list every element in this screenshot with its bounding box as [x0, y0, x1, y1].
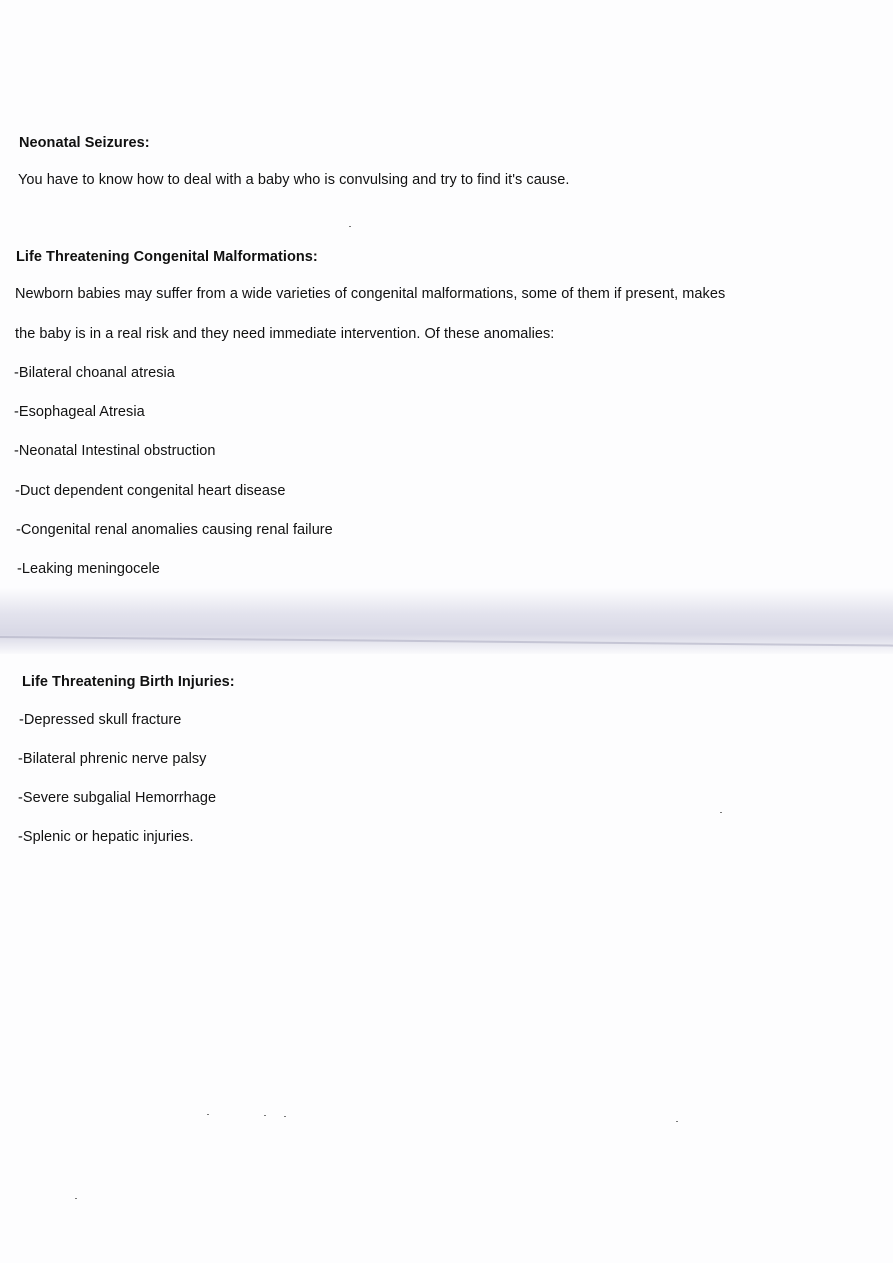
malformations-paragraph-line-2: the baby is in a real risk and they need immediate intervention. Of these anomalies:: [15, 326, 555, 342]
malformation-list-item: -Duct dependent congenital heart disease: [15, 483, 286, 499]
birth-injury-list-item: -Depressed skull fracture: [19, 712, 182, 728]
heading-congenital-malformations: Life Threatening Congenital Malformations:: [16, 249, 318, 265]
scan-speck: [264, 1115, 266, 1116]
malformation-list-item: -Leaking meningocele: [17, 561, 160, 577]
malformation-list-item: -Esophageal Atresia: [14, 404, 145, 420]
seizures-paragraph: You have to know how to deal with a baby who is convulsing and try to find it's cause.: [18, 172, 570, 188]
scan-speck: [676, 1121, 678, 1122]
scan-speck: [720, 812, 722, 813]
birth-injury-list-item: -Bilateral phrenic nerve palsy: [18, 751, 207, 767]
heading-birth-injuries: Life Threatening Birth Injuries:: [22, 674, 235, 690]
scan-speck: [75, 1198, 77, 1199]
scan-speck: [284, 1116, 286, 1117]
scan-speck: [349, 226, 351, 227]
malformation-list-item: -Bilateral choanal atresia: [14, 365, 175, 381]
birth-injury-list-item: -Severe subgalial Hemorrhage: [18, 790, 217, 806]
heading-neonatal-seizures: Neonatal Seizures:: [19, 135, 150, 151]
scan-speck: [207, 1114, 209, 1115]
malformation-list-item: -Congenital renal anomalies causing renal failure: [16, 522, 333, 538]
malformations-paragraph-line-1: Newborn babies may suffer from a wide varieties of congenital malformations, some of them if present, makes: [15, 286, 726, 302]
malformation-list-item: -Neonatal Intestinal obstruction: [14, 443, 216, 459]
birth-injury-list-item: -Splenic or hepatic injuries.: [18, 829, 194, 845]
